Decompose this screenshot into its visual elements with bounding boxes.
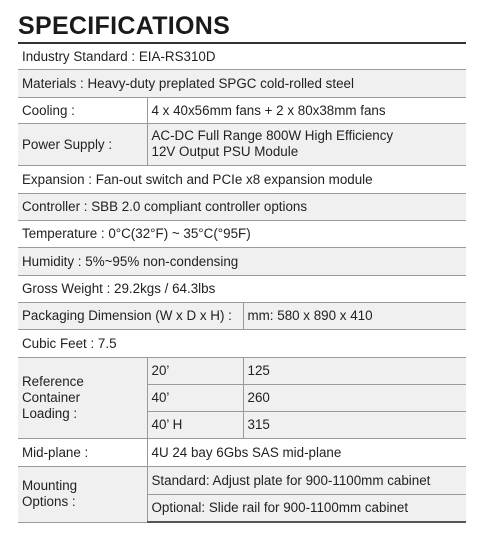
expansion: Expansion : Fan-out switch and PCIe x8 expansion module bbox=[18, 165, 466, 193]
spec-row-gross-weight bbox=[18, 275, 466, 302]
page-title: SPECIFICATIONS bbox=[18, 12, 231, 40]
container-qty: 315 bbox=[243, 411, 466, 438]
spec-row-materials bbox=[18, 69, 466, 97]
mounting-optional: Optional: Slide rail for 900-1100mm cabinet bbox=[147, 494, 466, 522]
container-row bbox=[18, 357, 466, 384]
humidity: Humidity : 5%~95% non-condensing bbox=[18, 247, 466, 275]
container-size: 20’ bbox=[147, 357, 243, 384]
controller: Controller : SBB 2.0 compliant controller options bbox=[18, 193, 466, 220]
packaging-value: mm: 580 x 890 x 410 bbox=[243, 302, 466, 329]
spec-row-humidity bbox=[18, 247, 466, 275]
container-label bbox=[18, 357, 147, 438]
packaging-label: Packaging Dimension (W x D x H) : bbox=[18, 302, 243, 329]
power-label: Power Supply : bbox=[18, 123, 147, 165]
cubic-feet: Cubic Feet : 7.5 bbox=[18, 329, 466, 357]
mounting-label-line-1: Mounting bbox=[22, 478, 78, 493]
spec-table bbox=[18, 44, 466, 523]
container-size: 40’ bbox=[147, 384, 243, 411]
midplane-label: Mid-plane : bbox=[18, 438, 147, 466]
container-label-line-2: Container bbox=[22, 389, 81, 405]
spec-row-cooling bbox=[18, 97, 466, 123]
spec-row-midplane bbox=[18, 438, 466, 466]
container-size: 40’ H bbox=[147, 411, 243, 438]
mounting-label-line-2: Options : bbox=[22, 494, 76, 509]
mounting-standard: Standard: Adjust plate for 900-1100mm cabinet bbox=[147, 466, 466, 494]
container-label-line-1: Reference bbox=[22, 373, 84, 389]
cooling-value: 4 x 40x56mm fans + 2 x 80x38mm fans bbox=[147, 97, 466, 123]
temperature: Temperature : 0°C(32°F) ~ 35°C(°95F) bbox=[18, 220, 466, 247]
gross-weight: Gross Weight : 29.2kgs / 64.3lbs bbox=[18, 275, 466, 302]
spec-row-power bbox=[18, 123, 466, 165]
container-label-line-3: Loading : bbox=[22, 405, 78, 421]
container-qty: 260 bbox=[243, 384, 466, 411]
mounting-label bbox=[18, 466, 147, 522]
spec-row-packaging bbox=[18, 302, 466, 329]
cooling-label: Cooling : bbox=[18, 97, 147, 123]
spec-row-controller bbox=[18, 193, 466, 220]
spec-row-industry bbox=[18, 44, 466, 69]
mounting-row-standard bbox=[18, 466, 466, 494]
spec-row-cubic-feet bbox=[18, 329, 466, 357]
midplane-value: 4U 24 bay 6Gbs SAS mid-plane bbox=[147, 438, 466, 466]
power-value-line-1: AC-DC Full Range 800W High Efficiency bbox=[151, 128, 394, 143]
container-qty: 125 bbox=[243, 357, 466, 384]
spec-row-expansion bbox=[18, 165, 466, 193]
spec-row-temperature bbox=[18, 220, 466, 247]
materials: Materials : Heavy-duty preplated SPGC cold-rolled steel bbox=[18, 69, 466, 97]
industry-standard: Industry Standard : EIA-RS310D bbox=[18, 44, 466, 69]
power-value bbox=[147, 123, 466, 165]
power-value-line-2: 12V Output PSU Module bbox=[151, 144, 299, 159]
